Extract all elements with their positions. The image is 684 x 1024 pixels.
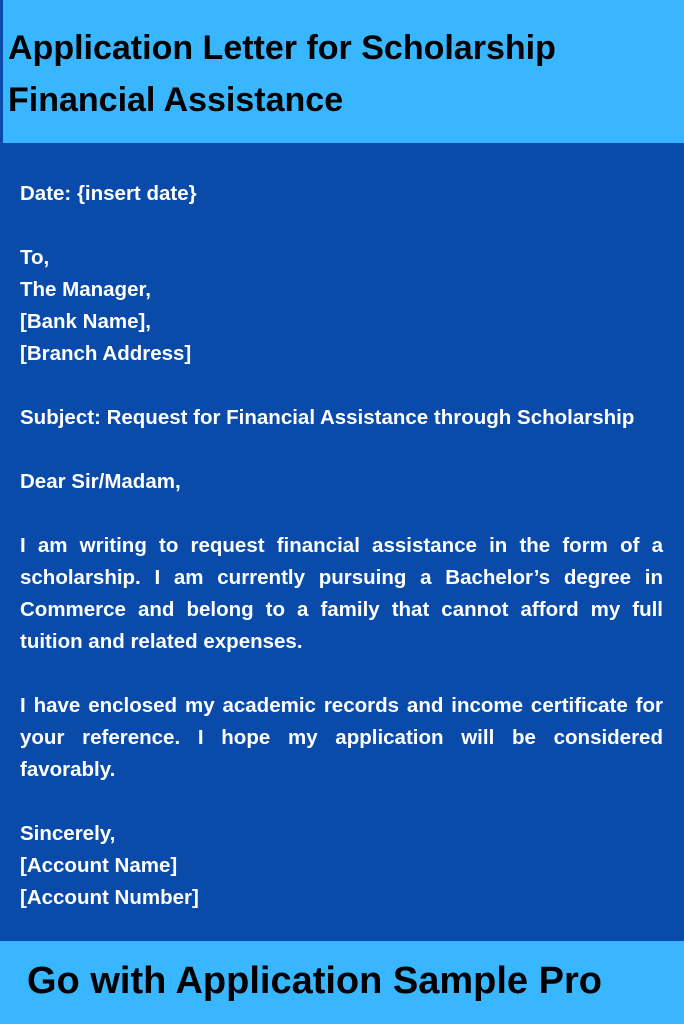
page-title-line-2: Financial Assistance xyxy=(8,81,344,119)
spacer xyxy=(20,498,663,530)
letter-account-number: [Account Number] xyxy=(20,886,199,909)
letter-subject: Subject: Request for Financial Assistance through Scholarship xyxy=(20,406,635,429)
spacer xyxy=(20,370,663,402)
letter-recipient: The Manager, xyxy=(20,278,152,301)
letter-closing: Sincerely, xyxy=(20,822,116,845)
letter-body xyxy=(20,178,663,914)
footer-banner xyxy=(0,941,684,1024)
letter-to: To, xyxy=(20,246,50,269)
spacer xyxy=(20,434,663,466)
page-title xyxy=(8,22,678,126)
letter-branch-address: [Branch Address] xyxy=(20,342,192,365)
header-banner xyxy=(0,0,684,143)
letter-paragraph-2: I have enclosed my academic records and income certificate for your reference. I hope my application will be considered favorably. xyxy=(20,694,663,781)
spacer xyxy=(20,786,663,818)
page-title-line-1: Application Letter for Scholarship xyxy=(8,29,556,67)
letter-paragraph-1: I am writing to request financial assistance in the form of a scholarship. I am currently pursuing a Bachelor’s degree in Commerce and belong to a family that cannot afford my full tuition and related expenses. xyxy=(20,534,663,653)
letter-date: Date: {insert date} xyxy=(20,182,197,205)
footer-text: Go with Application Sample Pro xyxy=(27,960,602,1002)
letter-salutation: Dear Sir/Madam, xyxy=(20,470,181,493)
letter-bank-name: [Bank Name], xyxy=(20,310,152,333)
spacer xyxy=(20,658,663,690)
letter-account-name: [Account Name] xyxy=(20,854,178,877)
spacer xyxy=(20,210,663,242)
